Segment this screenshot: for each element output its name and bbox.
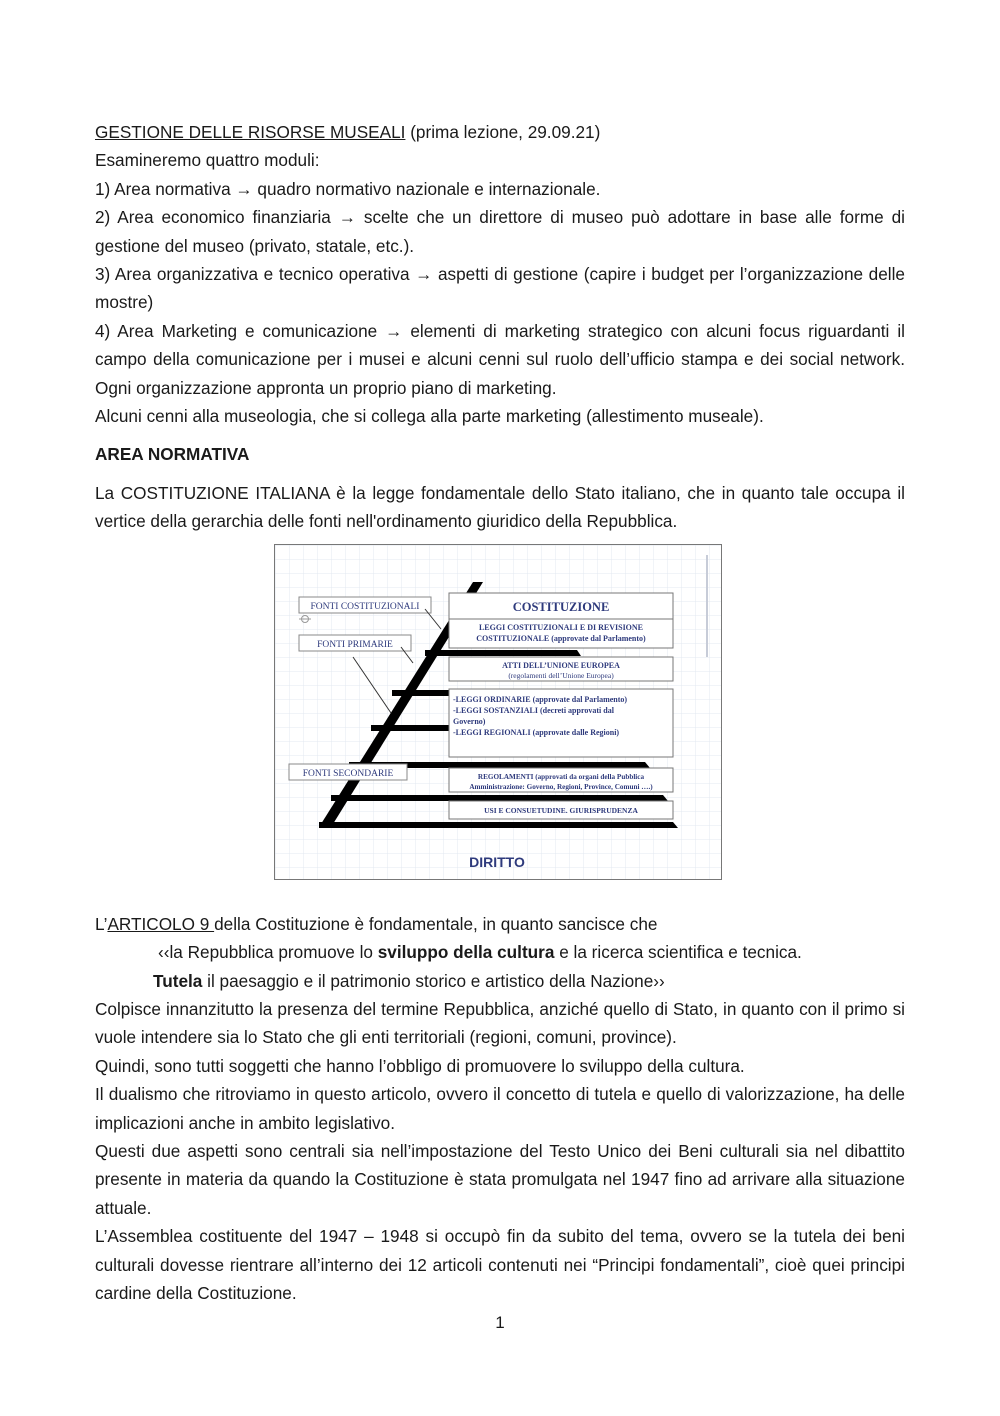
box-leggi-line2: -LEGGI SOSTANZIALI (decreti approvati dal (453, 705, 614, 715)
costituzione-paragraph: La COSTITUZIONE ITALIANA è la legge fondamentale dello Stato italiano, che in quanto tale occupa il vertice della gerarchia delle fonti nell'ordinamento giuridico della Repubblica. (95, 482, 905, 532)
step-bar-5 (331, 795, 668, 801)
quote1-end: e la ricerca scientifica e tecnica. (554, 942, 802, 963)
articolo-title: ARTICOLO 9 (107, 913, 215, 934)
articolo-intro (95, 910, 905, 938)
pyramid-graphic (275, 545, 721, 879)
paragraph-repubblica: Colpisce innanzitutto la presenza del termine Repubblica, anziché quello di Stato, in quanto con il primo si vuole intendere sia lo Stato che gli enti territoriali (regioni, comuni, province). (95, 998, 905, 1048)
module-2: 2) Area economico finanziaria → scelte che un direttore di museo può adottare in base alle forme di gestione del museo (privato, statale, etc.). (95, 207, 905, 256)
section-heading: AREA NORMATIVA (95, 444, 250, 465)
quote2-bold: Tutela (153, 970, 203, 991)
document-body (95, 118, 905, 1307)
paragraph-assemblea: L’Assemblea costituente del 1947 – 1948 si occupò fin da subito del tema, ovvero se la tutela dei beni culturali dovesse rientrare all’interno dei 12 articoli contenuti nei “Principi fondamentali”, cioè quei principi cardine della Costituzione. (95, 1226, 905, 1303)
label-fonti-primarie: FONTI PRIMARIE (317, 639, 393, 650)
articolo-prefix: L’ (95, 913, 108, 934)
paragraph-dualismo: Il dualismo che ritroviamo in questo articolo, ovvero il concetto di tutela e quello di valorizzazione, ha delle implicazioni anche in ambito legislativo. (95, 1084, 905, 1133)
box-ue-line2: (regolamenti dell’Unione Europea) (508, 670, 614, 680)
diagram-bottom-label: DIRITTO (469, 853, 525, 870)
box-regolamenti-line2: Amministrazione: Governo, Regioni, Province, Comuni ….) (469, 782, 653, 791)
quote-line-2 (95, 967, 905, 995)
box-leggi-line3: Governo) (453, 716, 486, 726)
quote1-start: ‹‹la Repubblica promuove lo (158, 942, 378, 963)
box-leggi-cost-line1: LEGGI COSTITUZIONALI E DI REVISIONE (478, 622, 644, 632)
articolo-rest: della Costituzione è fondamentale, in quanto sancisce che (214, 913, 658, 934)
hierarchy-diagram (274, 544, 722, 880)
box-usi: USI E CONSUETUDINE. GIURISPRUDENZA (484, 805, 638, 815)
quote2-rest: il paesaggio e il patrimonio storico e artistico della Nazione›› (202, 970, 665, 991)
step-bar-1 (425, 650, 581, 656)
module-4: 4) Area Marketing e comunicazione → elementi di marketing strategico con alcuni focus riguardanti il campo della comunicazione per i musei e alcuni cenni sul ruolo dell’ufficio stampa e dei social network. Ogni organizzazione appronta un proprio piano di marketing. (95, 320, 905, 398)
label-fonti-costituzionali: FONTI COSTITUZIONALI (310, 601, 420, 612)
page-number: 1 (495, 1313, 505, 1332)
paragraph-testo-unico: Questi due aspetti sono centrali sia nell’impostazione del Testo Unico dei Beni culturali sia nel dibattito presente in materia da quando la Costituzione è stata promulgata nel 1947 fino ad arrivare alla situazione attuale. (95, 1140, 905, 1218)
quote1-bold: sviluppo della cultura (377, 942, 555, 963)
box-ue-line1: ATTI DELL’UNIONE EUROPEA (502, 660, 620, 670)
modules-intro: Esamineremo quattro moduli: (95, 150, 320, 171)
box-leggi-line4: -LEGGI REGIONALI (approvate dalle Regioni) (453, 727, 620, 737)
museology-note: Alcuni cenni alla museologia, che si collega alla parte marketing (allestimento museale). (95, 406, 764, 427)
paragraph-soggetti: Quindi, sono tutti soggetti che hanno l’obbligo di promuovere lo sviluppo della cultura. (95, 1055, 745, 1076)
box-costituzione: COSTITUZIONE (512, 599, 610, 614)
label-fonti-secondarie: FONTI SECONDARIE (302, 768, 394, 779)
document-title-line (95, 118, 905, 146)
document-subtitle: (prima lezione, 29.09.21) (405, 122, 601, 142)
document-title: GESTIONE DELLE RISORSE MUSEALI (95, 122, 406, 142)
module-3: 3) Area organizzativa e tecnico operativa → aspetti di gestione (capire i budget per l’organizzazione delle mostre) (95, 264, 905, 313)
module-1: 1) Area normativa → quadro normativo nazionale e internazionale. (95, 178, 601, 199)
box-leggi-cost-line2: COSTITUZIONALE (approvate dal Parlamento) (476, 633, 646, 643)
box-regolamenti-line1: REGOLAMENTI (approvati da organi della Pubblica (477, 772, 645, 781)
box-leggi-line1: -LEGGI ORDINARIE (approvate dal Parlamento) (453, 694, 628, 704)
step-bar-6 (319, 822, 678, 828)
quote-line-1 (95, 938, 905, 966)
